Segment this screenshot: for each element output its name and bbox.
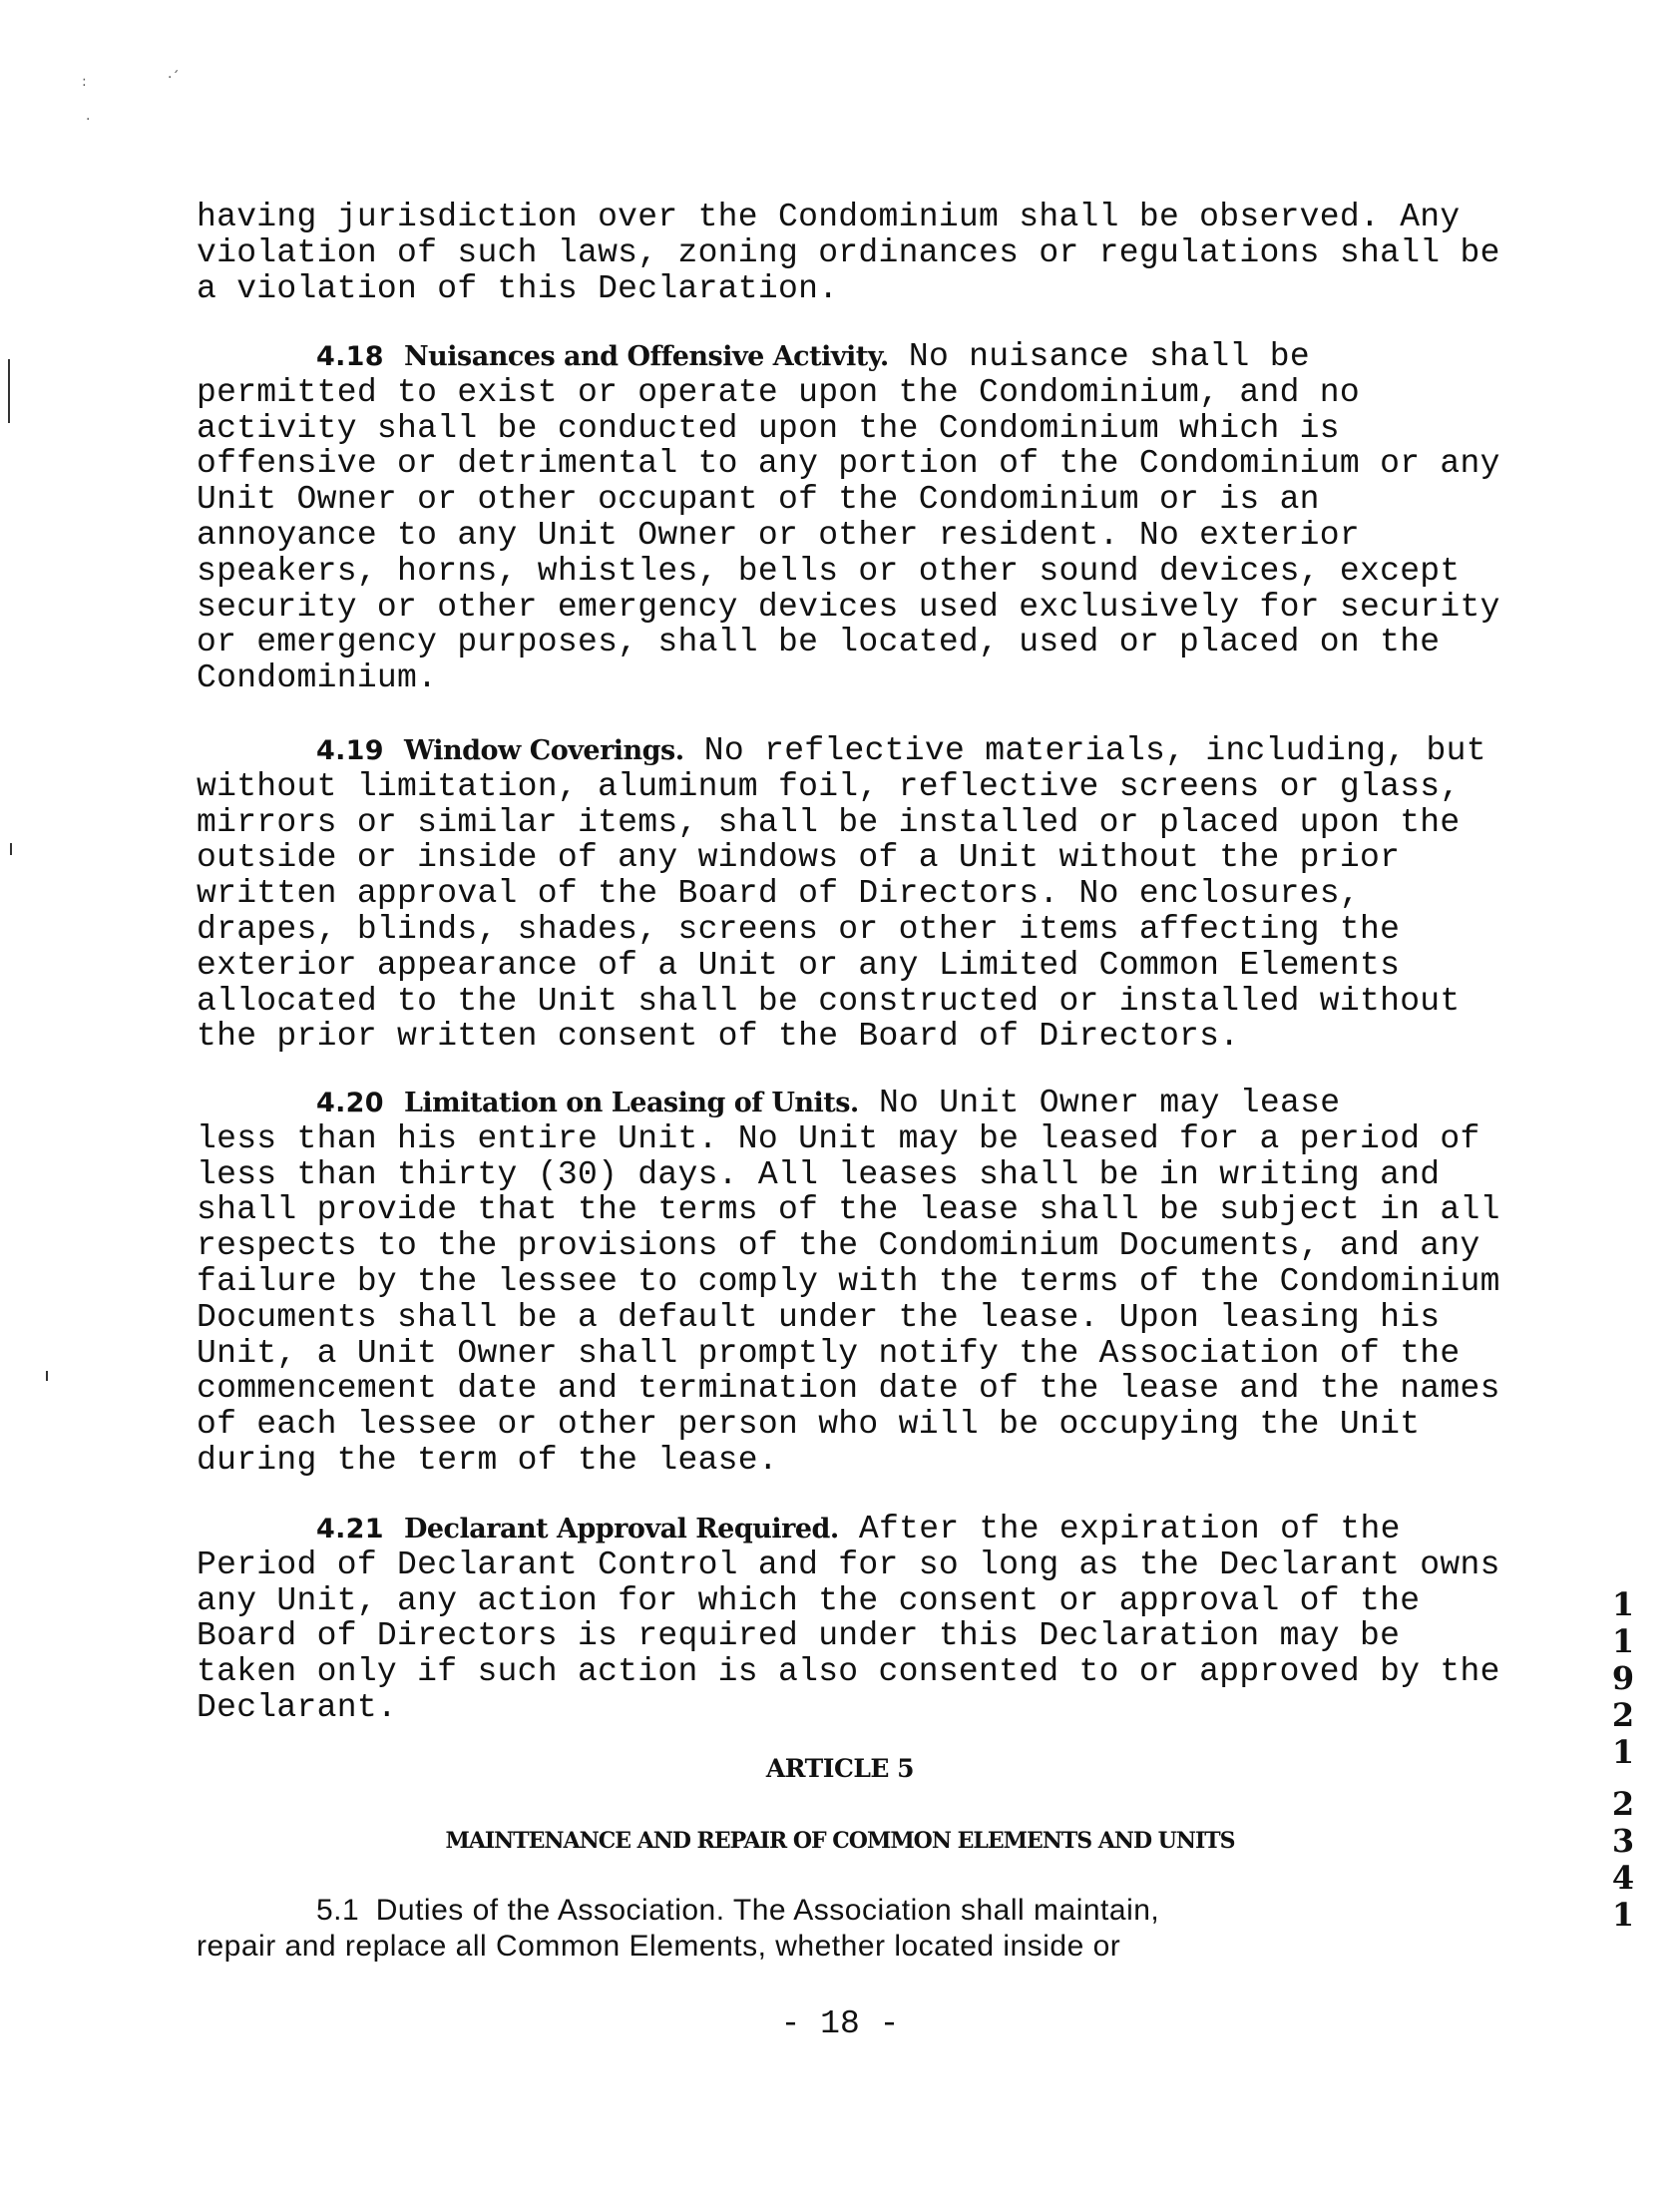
stamp-digit: 4: [1611, 1859, 1635, 1897]
section-number: 5.1: [316, 1894, 360, 1927]
margin-mark: [10, 843, 12, 855]
text-line: Board of Directors is required under this Declaration may be: [197, 1617, 1401, 1655]
stamp-digit: 1: [1611, 1585, 1635, 1623]
text-line: having jurisdiction over the Condominium shall be observed. Any: [197, 199, 1461, 235]
text-line: exterior appearance of a Unit or any Limited Common Elements: [197, 946, 1401, 984]
text-line: Unit Owner or other occupant of the Condominium or is an: [197, 481, 1320, 519]
recording-stamp-group-2: [1608, 1786, 1638, 1934]
text-line: Period of Declarant Control and for so long as the Declarant owns: [197, 1545, 1500, 1583]
section-heading: Nuisances and Offensive Activity.: [403, 341, 889, 372]
text-line: security or other emergency devices used exclusively for security: [197, 588, 1500, 626]
section-heading: Limitation on Leasing of Units.: [403, 1088, 859, 1118]
text-line: commencement date and termination date of the lease and the names: [197, 1370, 1500, 1408]
article-title: ARTICLE 5: [765, 1754, 915, 1783]
scan-speck: :: [82, 74, 87, 90]
recording-stamp-group-1: [1608, 1586, 1638, 1771]
intro-paragraph: [197, 199, 1500, 307]
stamp-digit: 1: [1611, 1733, 1635, 1771]
text-line: during the term of the lease.: [197, 1441, 778, 1479]
text-line: Declarant.: [197, 1688, 398, 1726]
text-line: Unit, a Unit Owner shall promptly notify the Association of the: [197, 1334, 1461, 1372]
scan-speck: ·: [86, 112, 91, 128]
section-number: 4.19: [316, 735, 384, 766]
section-4-20: [197, 1085, 1500, 1479]
section-heading: Window Coverings.: [403, 735, 684, 766]
article-subtitle: MAINTENANCE AND REPAIR OF COMMON ELEMENTS AND UNITS: [445, 1828, 1235, 1854]
text-line: The Association shall maintain,: [724, 1894, 1160, 1927]
section-number: 4.21: [316, 1514, 384, 1544]
text-line: permitted to exist or operate upon the Condominium, and no: [197, 373, 1360, 411]
text-line: No nuisance shall be: [888, 338, 1310, 375]
text-line: or emergency purposes, shall be located, used or placed on the: [197, 624, 1441, 661]
section-4-21: [197, 1511, 1500, 1726]
section-heading: Duties of the Association.: [375, 1894, 725, 1927]
text-line: offensive or detrimental to any portion of the Condominium or any: [197, 445, 1500, 483]
section-5-1: [197, 1893, 1493, 1965]
section-heading: Declarant Approval Required.: [403, 1514, 839, 1544]
section-4-19: [197, 733, 1493, 1055]
text-line: without limitation, aluminum foil, reflective screens or glass,: [197, 767, 1461, 805]
text-line: annoyance to any Unit Owner or other resident. No exterior: [197, 516, 1360, 554]
stamp-digit: 1: [1611, 1622, 1635, 1660]
text-line: activity shall be conducted upon the Condominium which is: [197, 409, 1340, 447]
text-line: No Unit Owner may lease: [858, 1085, 1341, 1121]
stamp-digit: 2: [1611, 1785, 1635, 1823]
text-line: mirrors or similar items, shall be installed or placed upon the: [197, 803, 1461, 841]
text-line: of each lessee or other person who will be occupying the Unit: [197, 1406, 1421, 1444]
section-4-18: [197, 338, 1500, 697]
text-line: allocated to the Unit shall be constructed or installed without: [197, 982, 1461, 1020]
text-line: Documents shall be a default under the lease. Upon leasing his: [197, 1298, 1441, 1336]
text-line: speakers, horns, whistles, bells or other sound devices, except: [197, 552, 1461, 590]
text-line: less than his entire Unit. No Unit may be leased for a period of: [197, 1119, 1480, 1157]
scan-speck: ·´: [168, 70, 180, 86]
section-number: 4.18: [316, 341, 384, 372]
margin-mark: [8, 359, 10, 423]
stamp-digit: 1: [1611, 1896, 1635, 1934]
text-line: No reflective materials, including, but: [683, 732, 1486, 769]
section-number: 4.20: [316, 1088, 384, 1118]
page-number: - 18 -: [780, 2005, 900, 2042]
text-line: written approval of the Board of Directors. No enclosures,: [197, 875, 1360, 913]
text-line: repair and replace all Common Elements, whether located inside or: [197, 1929, 1121, 1963]
text-line: failure by the lessee to comply with the terms of the Condominium: [197, 1262, 1500, 1300]
text-line: shall provide that the terms of the lease shall be subject in all: [197, 1191, 1500, 1229]
text-line: a violation of this Declaration.: [197, 269, 839, 307]
stamp-digit: 9: [1611, 1659, 1635, 1697]
text-line: respects to the provisions of the Condominium Documents, and any: [197, 1227, 1480, 1265]
text-line: the prior written consent of the Board of Directors.: [197, 1018, 1240, 1056]
text-line: Condominium.: [197, 660, 438, 697]
text-line: drapes, blinds, shades, screens or other items affecting the: [197, 910, 1401, 948]
text-line: After the expiration of the: [838, 1511, 1401, 1547]
text-line: any Unit, any action for which the consent or approval of the: [197, 1581, 1421, 1619]
stamp-digit: 2: [1611, 1696, 1635, 1734]
text-line: less than thirty (30) days. All leases shall be in writing and: [197, 1155, 1441, 1193]
margin-mark: [46, 1371, 48, 1381]
text-line: violation of such laws, zoning ordinances or regulations shall be: [197, 233, 1500, 271]
text-line: outside or inside of any windows of a Unit without the prior: [197, 839, 1401, 877]
text-line: taken only if such action is also consented to or approved by the: [197, 1653, 1500, 1691]
stamp-digit: 3: [1611, 1822, 1635, 1860]
